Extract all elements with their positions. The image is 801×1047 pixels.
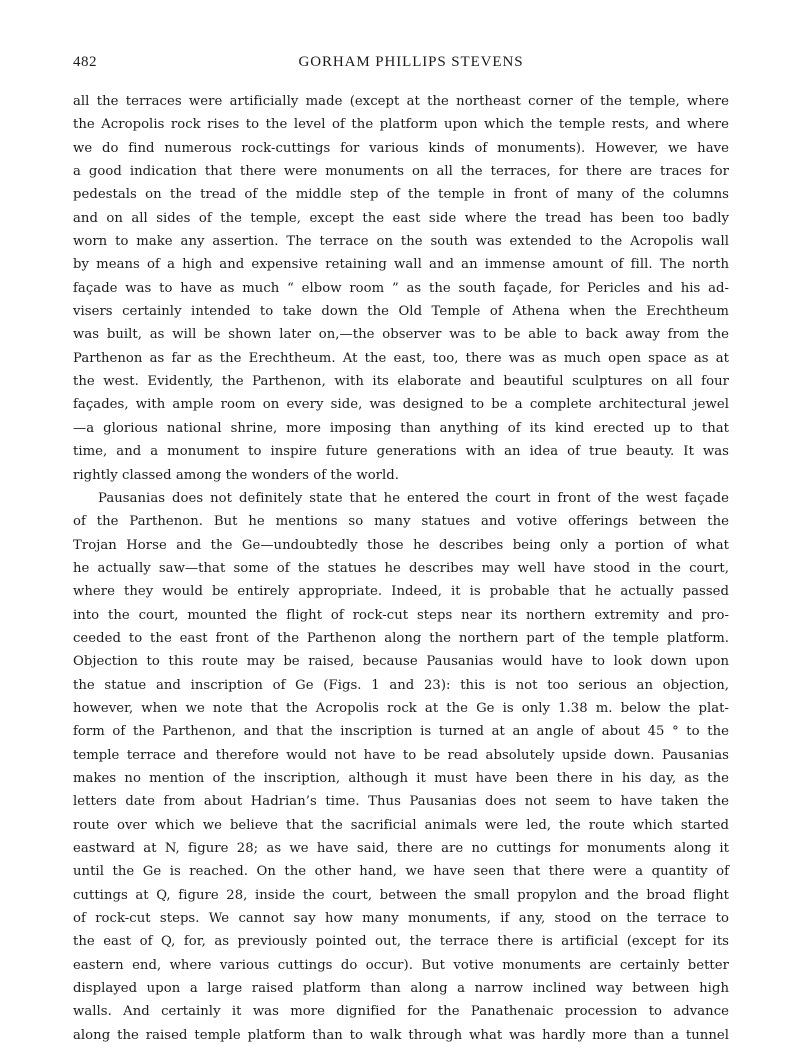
text-line: route over which we believe that the sacrificial animals were led, the route which started [73,817,729,833]
text-line: pedestals on the tread of the middle step of the temple in front of many of the columns [73,187,729,203]
text-line: the Acropolis rock rises to the level of the platform upon which the temple rests, and where [73,117,729,133]
text-line: makes no mention of the inscription, although it must have been there in his day, as the [73,770,729,786]
text-line: temple terrace and therefore would not have to be read absolutely upside down. Pausanias [73,747,729,763]
text-line: rightly classed among the wonders of the world. [73,467,400,483]
text-line: however, when we note that the Acropolis rock at the Ge is only 1.38 m. below the plat- [73,700,729,716]
text-line: cuttings at Q, figure 28, inside the court, between the small propylon and the broad flight [73,887,729,903]
page-header [73,54,729,78]
page-number: 482 [73,54,97,70]
text-line: and on all sides of the temple, except the east side where the tread has been too badly [73,210,729,226]
text-line: form of the Parthenon, and that the inscription is turned at an angle of about 45 ° to the [73,724,729,740]
paragraph-1 [73,90,729,487]
text-line: time, and a monument to inspire future generations with an idea of true beauty. It was [73,444,729,460]
text-line: eastern end, where various cuttings do occur). But votive monuments are certainly better [73,957,729,973]
text-line: a good indication that there were monuments on all the terraces, for there are traces for [73,164,729,180]
text-line: he actually saw—that some of the statues he describes may well have stood in the court, [73,560,729,576]
body-text [73,90,729,1047]
text-line: all the terraces were artificially made (except at the northeast corner of the temple, where [73,94,729,109]
text-line: worn to make any assertion. The terrace on the south was extended to the Acropolis wall [73,234,729,250]
text-line: ceeded to the east front of the Parthenon along the northern part of the temple platform. [73,630,729,646]
text-line: Parthenon as far as the Erechtheum. At the east, too, there was as much open space as at [73,350,729,366]
text-line: Trojan Horse and the Ge—undoubtedly those he describes being only a portion of what [73,537,729,553]
page [73,54,729,1047]
text-line: eastward at N, figure 28; as we have said, there are no cuttings for monuments along it [73,841,729,856]
text-line: walls. And certainly it was more dignified for the Panathenaic procession to advance [73,1004,729,1020]
text-line: Objection to this route may be raised, because Pausanias would have to look down upon [73,654,729,670]
text-line: of rock-cut steps. We cannot say how many monuments, if any, stood on the terrace to [73,911,729,927]
running-head: GORHAM PHILLIPS STEVENS [298,54,524,70]
text-line: of the Parthenon. But he mentions so many statues and votive offerings between the [73,514,729,530]
text-line: we do find numerous rock-cuttings for various kinds of monuments). However, we have [73,140,729,156]
text-line: visers certainly intended to take down the Old Temple of Athena when the Erechtheum [73,304,729,320]
text-line: displayed upon a large raised platform than along a narrow inclined way between high [73,981,729,997]
text-line: along the raised temple platform than to walk through what was hardly more than a tunnel [73,1027,729,1043]
text-line: the statue and inscription of Ge (Figs. 1 and 23): this is not too serious an objection, [73,677,729,693]
text-line: by means of a high and expensive retaining wall and an immense amount of fill. The north [73,257,729,273]
paragraph-2 [73,487,729,1047]
text-line: the west. Evidently, the Parthenon, with its elaborate and beautiful sculptures on all four [73,374,729,390]
text-line: the east of Q, for, as previously pointed out, the terrace there is artificial (except for its [73,934,729,950]
text-line: façades, with ample room on every side, was designed to be a complete architectural jewel [73,397,729,413]
text-line: into the court, mounted the flight of rock-cut steps near its northern extremity and pro- [73,607,729,623]
text-line: letters date from about Hadrian’s time. Thus Pausanias does not seem to have taken the [73,794,729,810]
text-line: was built, as will be shown later on,—the observer was to be able to back away from the [73,327,729,343]
text-line: where they would be entirely appropriate. Indeed, it is probable that he actually passed [73,584,729,600]
text-line: —a glorious national shrine, more imposing than anything of its kind erected up to that [73,420,729,436]
text-line: until the Ge is reached. On the other hand, we have seen that there were a quantity of [73,864,729,880]
text-line: façade was to have as much “ elbow room ” as the south façade, for Pericles and his ad- [73,280,729,296]
text-line: Pausanias does not definitely state that he entered the court in front of the west façade [98,490,729,506]
